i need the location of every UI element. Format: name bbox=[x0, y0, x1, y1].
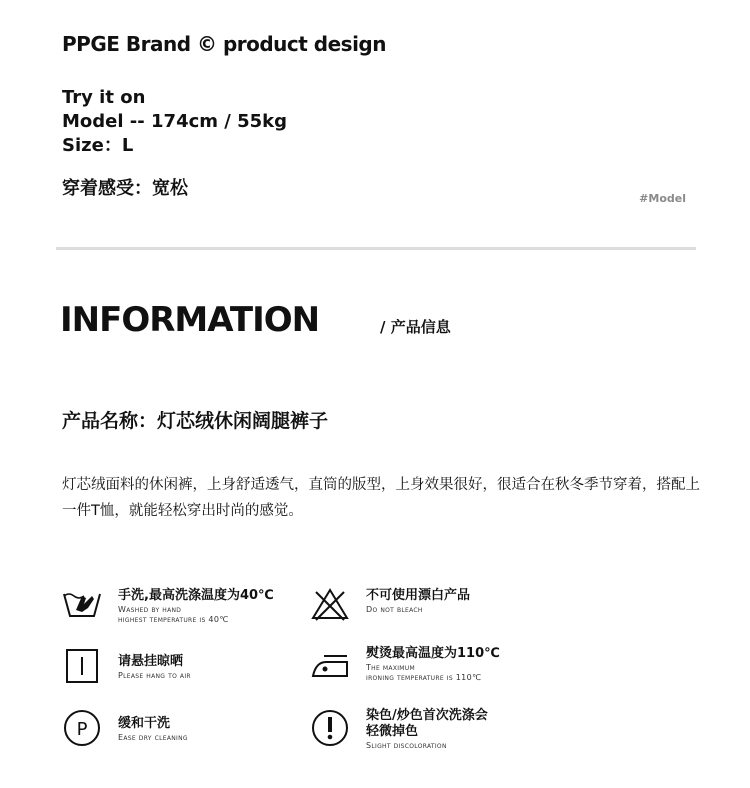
product-description: 灯芯绒面料的休闲裤，上身舒适透气，直筒的版型，上身效果很好，很适合在秋冬季节穿着，搭配上一件T恤，就能轻松穿出时尚的感觉。 bbox=[62, 477, 700, 519]
brand-title: PPGE Brand © product design bbox=[62, 32, 386, 56]
care-title: 染色/炒色首次洗涤会 bbox=[366, 708, 488, 723]
line-dry-icon bbox=[62, 646, 102, 686]
product-name: 产品名称：灯芯绒休闲阔腿裤子 bbox=[62, 410, 329, 432]
care-subtitle: Washed by hand bbox=[118, 605, 182, 614]
care-subtitle: Please hang to air bbox=[118, 671, 191, 680]
care-subtitle: highest temperature is 40℃ bbox=[118, 615, 229, 624]
iron-icon bbox=[310, 646, 350, 686]
care-subtitle: Do not bleach bbox=[366, 605, 423, 614]
care-title: 熨烫最高温度为110℃ bbox=[366, 646, 500, 661]
care-subtitle: Slight discoloration bbox=[366, 741, 447, 750]
discoloration-warning-icon bbox=[310, 708, 350, 748]
svg-text:P: P bbox=[76, 719, 88, 740]
care-subtitle: The maximum bbox=[366, 663, 415, 672]
hand-wash-icon bbox=[62, 584, 102, 624]
fit-feel: 穿着感受：宽松 bbox=[62, 178, 188, 199]
information-subtitle: / 产品信息 bbox=[380, 318, 451, 336]
model-size: Size：L bbox=[62, 135, 134, 156]
care-title: 不可使用漂白产品 bbox=[366, 588, 471, 603]
model-tag: #Model bbox=[639, 192, 686, 205]
care-title: 缓和干洗 bbox=[118, 716, 171, 731]
care-title: 请悬挂晾晒 bbox=[118, 654, 184, 669]
care-title: 手洗,最高洗涤温度为40℃ bbox=[118, 588, 274, 603]
model-measurements: Model -- 174cm / 55kg bbox=[62, 111, 288, 132]
try-on-heading: Try it on bbox=[62, 87, 146, 108]
section-divider bbox=[56, 247, 696, 250]
dry-clean-icon bbox=[62, 708, 102, 748]
care-subtitle: Ease dry cleaning bbox=[118, 733, 188, 742]
information-title: INFORMATION bbox=[60, 300, 320, 340]
care-subtitle: ironing temperature is 110℃ bbox=[366, 673, 482, 682]
care-title-line2: 轻微掉色 bbox=[366, 724, 419, 739]
no-bleach-icon bbox=[310, 584, 350, 624]
